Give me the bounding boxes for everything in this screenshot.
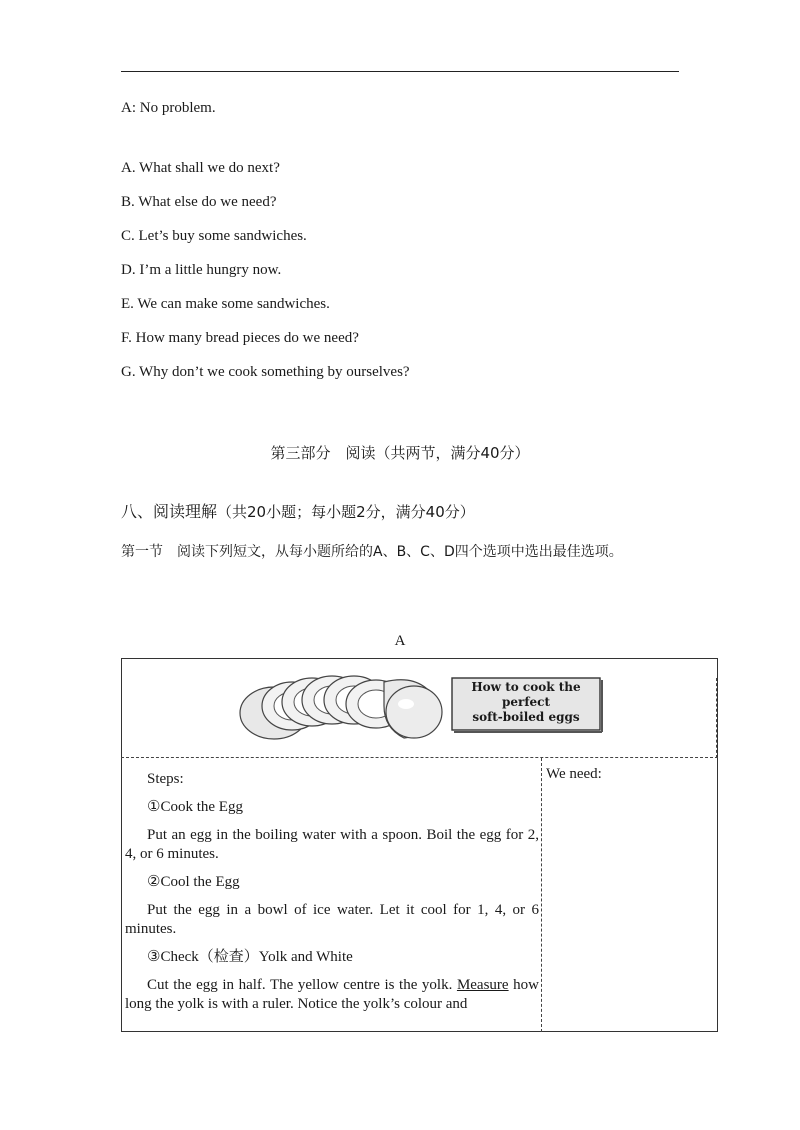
banner-title <box>452 680 600 725</box>
banner-right-dash <box>716 678 717 758</box>
section-title: 八、阅读理解 <box>121 502 218 521</box>
column-divider <box>541 758 542 1032</box>
step3-text <box>125 976 539 1014</box>
banner-title-line3: soft-boiled eggs <box>472 710 580 724</box>
step2-text: Put the egg in a bowl of ice water. Let it cool for 1, 4, or 6 minutes. <box>125 902 539 937</box>
option-b: B. What else do we need? <box>121 194 277 210</box>
section-heading <box>121 499 475 522</box>
step1-title: ①Cook the Egg <box>147 799 243 815</box>
banner-title-line2: perfect <box>502 695 550 709</box>
section-note: （共20小题；每小题2分，满分40分） <box>217 503 475 521</box>
passage-label: A <box>394 633 406 649</box>
top-rule <box>121 71 679 72</box>
step3-underlined-word: Measure <box>456 977 509 993</box>
step3-text-before: Cut the egg in half. The yellow centre is the yolk. <box>147 977 457 993</box>
option-a: A. What shall we do next? <box>121 160 280 176</box>
step3-title: ③Check（检查）Yolk and White <box>147 949 353 965</box>
step2-title: ②Cool the Egg <box>147 874 240 890</box>
option-c: C. Let’s buy some sandwiches. <box>121 228 307 244</box>
option-g: G. Why don’t we cook something by ourselves? <box>121 364 410 380</box>
steps-column <box>125 770 539 1023</box>
instruction: 第一节 阅读下列短文，从每小题所给的A、B、C、D四个选项中选出最佳选项。 <box>121 544 623 560</box>
option-f: F. How many bread pieces do we need? <box>121 330 359 346</box>
banner-title-line1: How to cook the <box>471 680 581 694</box>
we-need-label: We need: <box>546 766 602 782</box>
part-title: 第三部分 阅读（共两节，满分40分） <box>270 444 530 462</box>
step3-text-after: how long the yolk is with a ruler. Notice the yolk’s colour and <box>125 977 539 1012</box>
option-d: D. I’m a little hungry now. <box>121 262 282 278</box>
option-e: E. We can make some sandwiches. <box>121 296 330 312</box>
steps-heading: Steps: <box>147 771 184 787</box>
dialogue-line: A: No problem. <box>121 100 216 116</box>
step1-text: Put an egg in the boiling water with a spoon. Boil the egg for 2, 4, or 6 minutes. <box>125 827 539 862</box>
banner-divider <box>121 757 718 758</box>
